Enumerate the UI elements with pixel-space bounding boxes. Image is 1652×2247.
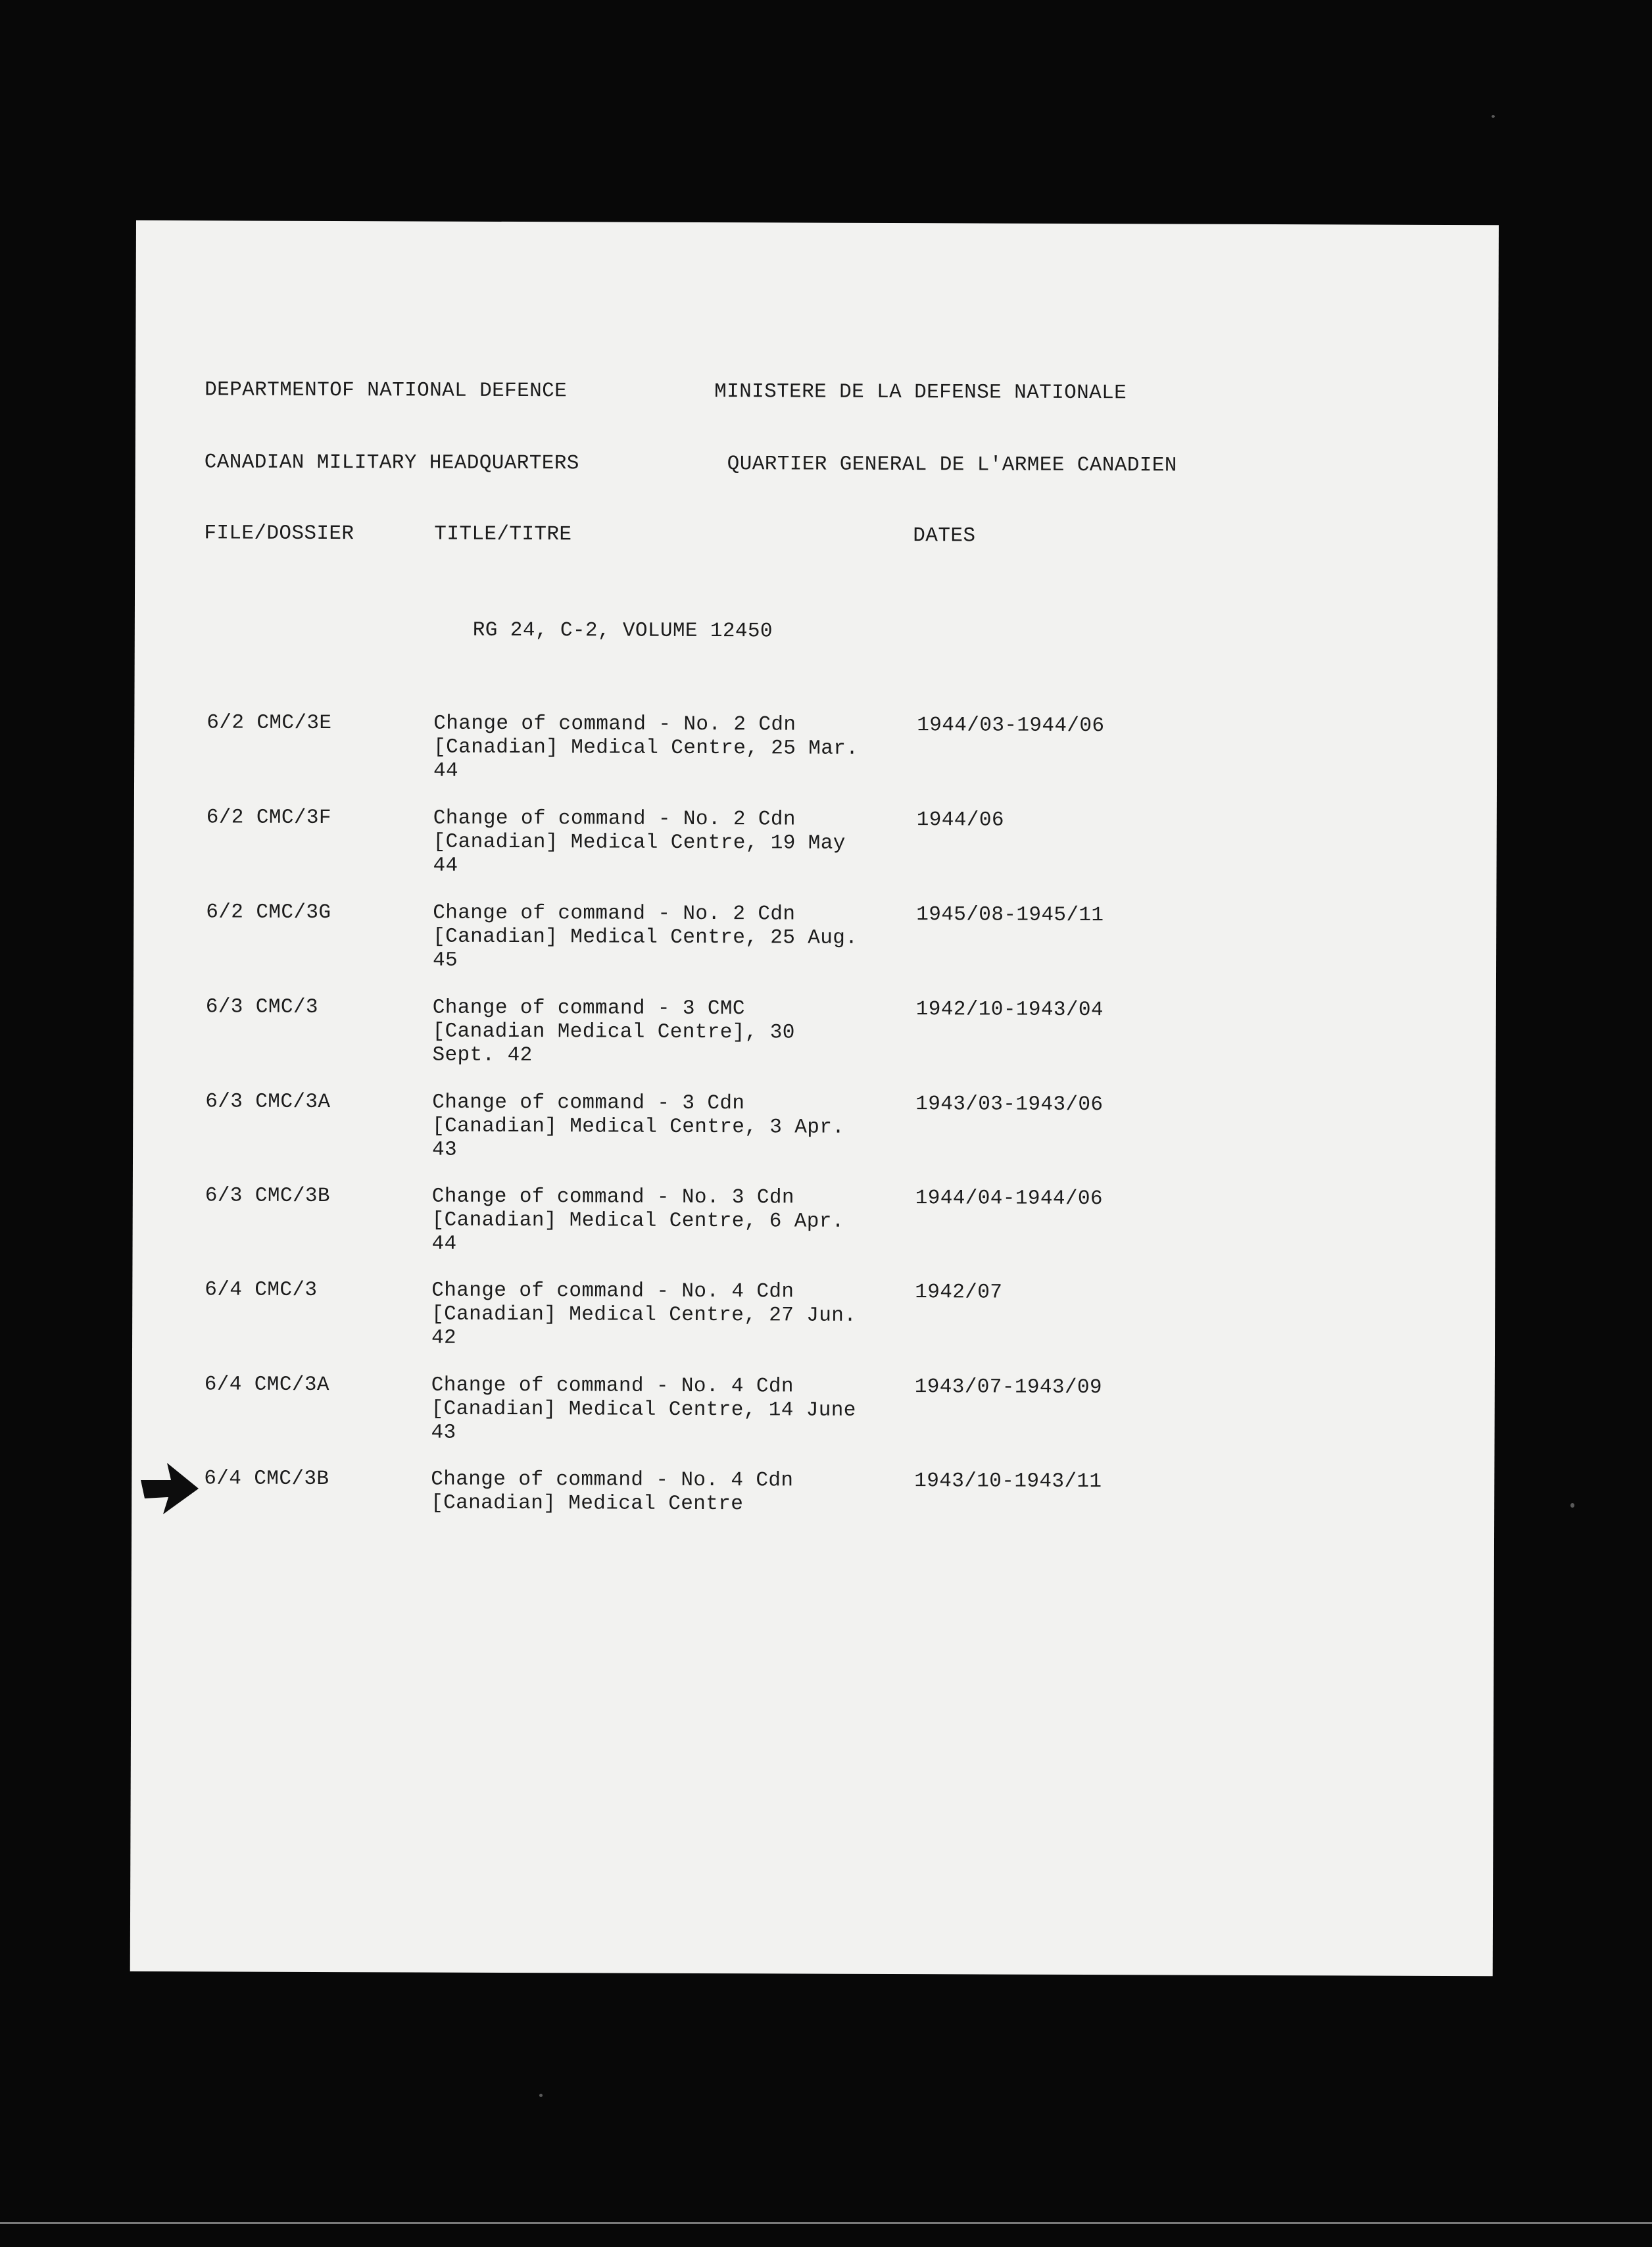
file-number: 6/3 CMC/3 [205, 995, 318, 1019]
file-title: Change of command - No. 4 Cdn [Canadian] Medical Centre, 14 June 43 [431, 1373, 856, 1444]
file-dates: 1944/06 [916, 808, 1004, 832]
scan-speck [539, 2094, 543, 2097]
file-dates: 1943/07-1943/09 [914, 1375, 1102, 1400]
list-item [132, 1278, 1495, 1355]
hq-en: CANADIAN MILITARY HEADQUARTERS [204, 451, 579, 476]
document-page [130, 220, 1499, 1976]
file-title: Change of command - 3 CMC [Canadian Medical Centre], 30 Sept. 42 [432, 996, 795, 1068]
file-title: Change of command - No. 2 Cdn [Canadian] Medical Centre, 25 Mar. 44 [433, 712, 859, 783]
file-number: 6/4 CMC/3B [204, 1467, 329, 1491]
volume-heading: RG 24, C-2, VOLUME 12450 [472, 618, 773, 643]
dept-en: DEPARTMENTOF NATIONAL DEFENCE [205, 378, 568, 403]
file-dates: 1945/08-1945/11 [916, 903, 1104, 927]
file-number: 6/2 CMC/3G [206, 901, 331, 925]
file-title: Change of command - 3 Cdn [Canadian] Medical Centre, 3 Apr. 43 [432, 1091, 845, 1162]
file-dates: 1942/07 [915, 1281, 1003, 1304]
file-number: 6/3 CMC/3B [205, 1184, 330, 1208]
file-number: 6/2 CMC/3E [206, 711, 332, 735]
list-item [133, 1090, 1495, 1167]
list-item [133, 1184, 1495, 1261]
list-item [134, 711, 1497, 788]
file-number: 6/4 CMC/3 [205, 1278, 318, 1302]
file-dates: 1942/10-1943/04 [915, 998, 1104, 1022]
column-header-dates: DATES [913, 524, 976, 548]
scan-edge-line [0, 2222, 1652, 2224]
list-item [134, 995, 1496, 1072]
list-item [134, 806, 1497, 883]
file-title: Change of command - No. 2 Cdn [Canadian] Medical Centre, 19 May 44 [433, 806, 846, 877]
hq-fr: QUARTIER GENERAL DE L'ARMEE CANADIEN [727, 453, 1177, 478]
file-dates: 1943/03-1943/06 [915, 1093, 1104, 1117]
file-title: Change of command - No. 4 Cdn [Canadian] Medical Centre [431, 1468, 794, 1516]
column-header-title: TITLE/TITRE [434, 522, 572, 547]
dept-fr: MINISTERE DE LA DEFENSE NATIONALE [714, 380, 1127, 405]
arrow-right-icon [141, 1462, 199, 1516]
list-item [132, 1467, 1494, 1544]
file-number: 6/4 CMC/3A [204, 1373, 329, 1397]
file-dates: 1944/03-1944/06 [917, 714, 1105, 738]
file-title: Change of command - No. 2 Cdn [Canadian] Medical Centre, 25 Aug. 45 [433, 901, 858, 972]
list-item [132, 1373, 1495, 1450]
file-number: 6/3 CMC/3A [205, 1090, 331, 1114]
scan-speck [1492, 115, 1495, 118]
column-header-file: FILE/DOSSIER [204, 522, 354, 546]
list-item [134, 901, 1496, 977]
file-title: Change of command - No. 4 Cdn [Canadian] Medical Centre, 27 Jun. 42 [431, 1279, 857, 1350]
scan-speck [1570, 1503, 1574, 1508]
file-title: Change of command - No. 3 Cdn [Canadian] Medical Centre, 6 Apr. 44 [431, 1185, 844, 1256]
file-dates: 1943/10-1943/11 [914, 1469, 1102, 1494]
file-dates: 1944/04-1944/06 [915, 1187, 1103, 1211]
file-number: 6/2 CMC/3F [206, 806, 331, 830]
